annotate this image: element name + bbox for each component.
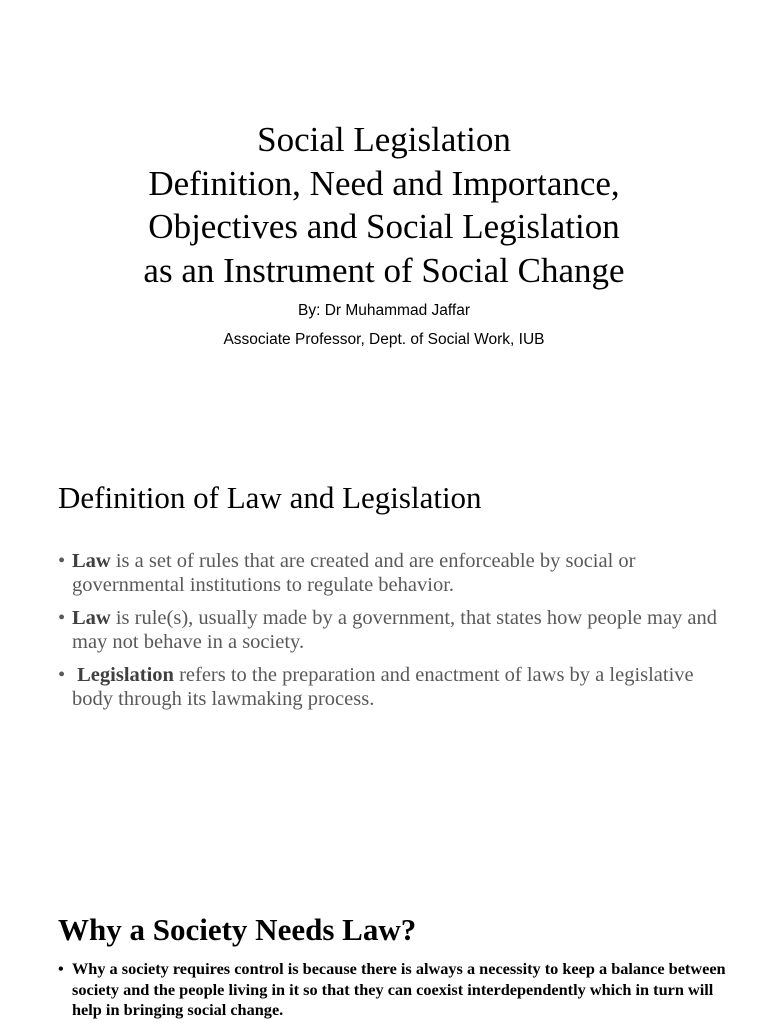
bullet-item [58, 549, 718, 597]
bullet-list [58, 959, 728, 1021]
bullet-list [58, 549, 718, 720]
bullet-term: Law [72, 550, 111, 572]
bullet-item [58, 663, 718, 711]
bullet-icon: • [58, 959, 64, 978]
bullet-text: Why a society requires control is because there is always a necessity to keep a balance between society and the people living in it so that they can coexist interdependently which in turn will help in bringing social change. [72, 959, 726, 1019]
slide-heading: Definition of Law and Legislation [58, 480, 482, 515]
slide-heading: Why a Society Needs Law? [58, 912, 417, 947]
bullet-text: refers to the preparation and enactment of laws by a legislative body through its lawmaking process. [72, 664, 694, 710]
bullet-text: is a set of rules that are created and are enforceable by social or governmental institutions to regulate behavior. [72, 550, 636, 596]
need-slide [0, 874, 768, 1024]
bullet-term: Law [72, 607, 111, 629]
affiliation-line: Associate Professor, Dept. of Social Work, IUB [223, 331, 545, 348]
title-slide [0, 0, 768, 435]
title-line: Objectives and Social Legislation [148, 207, 620, 246]
definition-slide [0, 436, 768, 873]
title-line: as an Instrument of Social Change [143, 250, 625, 290]
author-line: By: Dr Muhammad Jaffar [298, 302, 470, 319]
title-line: Definition, Need and Importance, [148, 163, 620, 203]
bullet-item [58, 959, 728, 1021]
title-line: Social Legislation [257, 120, 511, 159]
slide-title [0, 118, 768, 292]
bullet-icon: • [58, 550, 66, 572]
bullet-term: Legislation [72, 664, 174, 686]
bullet-item [58, 606, 718, 654]
bullet-icon: • [58, 664, 66, 686]
bullet-icon: • [58, 607, 66, 629]
bullet-text: is rule(s), usually made by a government, that states how people may and may not behave in a society. [72, 607, 718, 653]
